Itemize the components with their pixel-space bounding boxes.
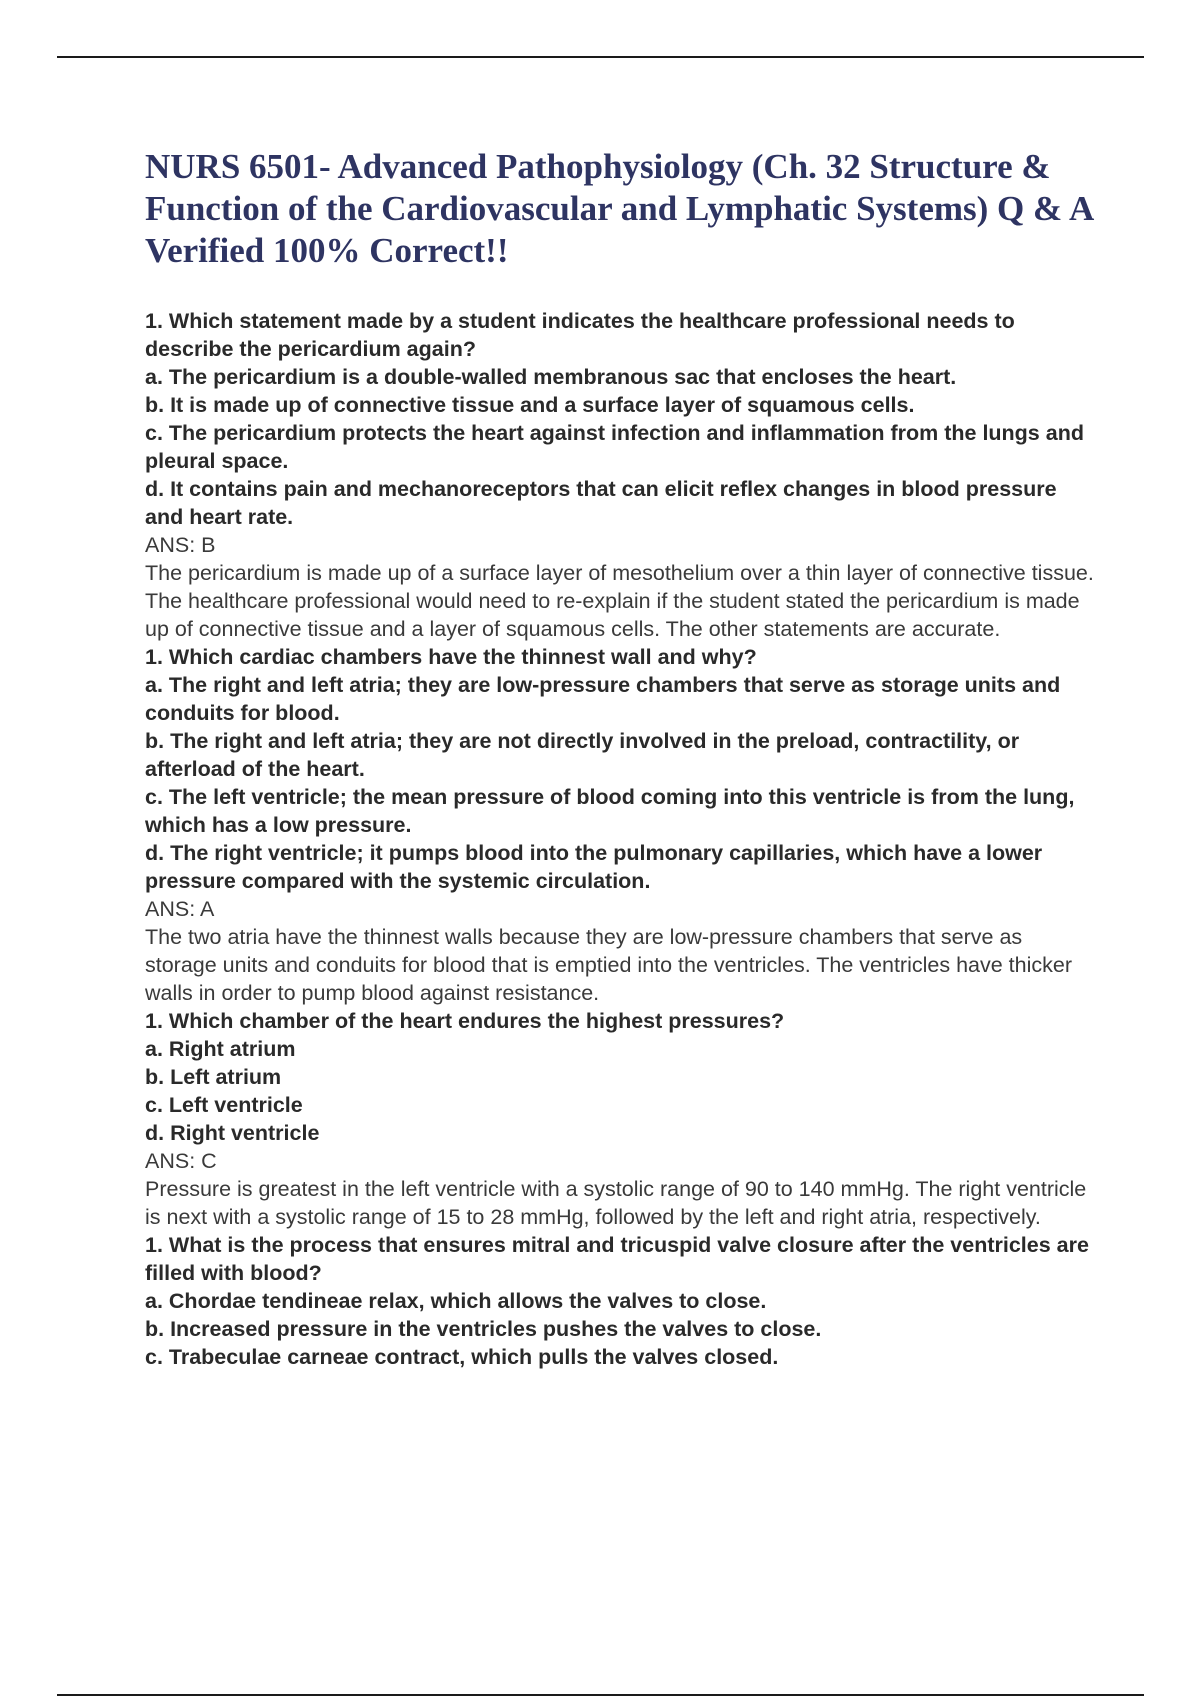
question-4-text: 1. What is the process that ensures mitral and tricuspid valve closure after the ventricles are filled with blood?	[145, 1233, 1089, 1285]
bottom-rule	[57, 1694, 1144, 1696]
question-3-option-a: a. Right atrium	[145, 1037, 296, 1061]
document-body	[145, 146, 1095, 1371]
question-1-rationale: The pericardium is made up of a surface layer of mesothelium over a thin layer of connective tissue. The healthcare professional would need to re-explain if the student stated the pericardium is made up of connective tissue and a layer of squamous cells. The other statements are accurate.	[145, 561, 1094, 641]
question-2-option-b: b. The right and left atria; they are not directly involved in the preload, contractility, or afterload of the heart.	[145, 729, 1020, 781]
question-4-option-b: b. Increased pressure in the ventricles pushes the valves to close.	[145, 1317, 822, 1341]
question-1-answer: ANS: B	[145, 533, 216, 557]
document-title: NURS 6501- Advanced Pathophysiology (Ch. 32 Structure & Function of the Cardiovascular and Lymphatic Systems) Q & A Verified 100% Correct!!	[145, 147, 1093, 270]
question-1-text: 1. Which statement made by a student indicates the healthcare professional needs to describe the pericardium again?	[145, 309, 1015, 361]
question-3-text: 1. Which chamber of the heart endures the highest pressures?	[145, 1009, 785, 1033]
question-3-option-b: b. Left atrium	[145, 1065, 282, 1089]
question-2-option-a: a. The right and left atria; they are low-pressure chambers that serve as storage units and conduits for blood.	[145, 673, 1061, 725]
question-2-option-c: c. The left ventricle; the mean pressure of blood coming into this ventricle is from the lung, which has a low pressure.	[145, 785, 1075, 837]
question-3-rationale: Pressure is greatest in the left ventricle with a systolic range of 90 to 140 mmHg. The right ventricle is next with a systolic range of 15 to 28 mmHg, followed by the left and right atria, respectively.	[145, 1177, 1087, 1229]
question-3-option-d: d. Right ventricle	[145, 1121, 320, 1145]
question-4-option-c: c. Trabeculae carneae contract, which pulls the valves closed.	[145, 1345, 779, 1369]
question-2-text: 1. Which cardiac chambers have the thinnest wall and why?	[145, 645, 757, 669]
question-2-rationale: The two atria have the thinnest walls because they are low-pressure chambers that serve as storage units and conduits for blood that is emptied into the ventricles. The ventricles have thicker walls in order to pump blood against resistance.	[145, 925, 1072, 1005]
question-2-answer: ANS: A	[145, 897, 215, 921]
question-2-option-d: d. The right ventricle; it pumps blood into the pulmonary capillaries, which have a lower pressure compared with the systemic circulation.	[145, 841, 1043, 893]
question-4-option-a: a. Chordae tendineae relax, which allows the valves to close.	[145, 1289, 767, 1313]
question-1-option-c: c. The pericardium protects the heart against infection and inflammation from the lungs and pleural space.	[145, 421, 1084, 473]
question-3-option-c: c. Left ventricle	[145, 1093, 303, 1117]
question-3-answer: ANS: C	[145, 1149, 217, 1173]
question-1-option-a: a. The pericardium is a double-walled membranous sac that encloses the heart.	[145, 365, 957, 389]
question-1-option-d: d. It contains pain and mechanoreceptors that can elicit reflex changes in blood pressure and heart rate.	[145, 477, 1057, 529]
question-1-option-b: b. It is made up of connective tissue and a surface layer of squamous cells.	[145, 393, 915, 417]
qa-list	[145, 307, 1095, 1371]
top-rule	[57, 56, 1144, 58]
